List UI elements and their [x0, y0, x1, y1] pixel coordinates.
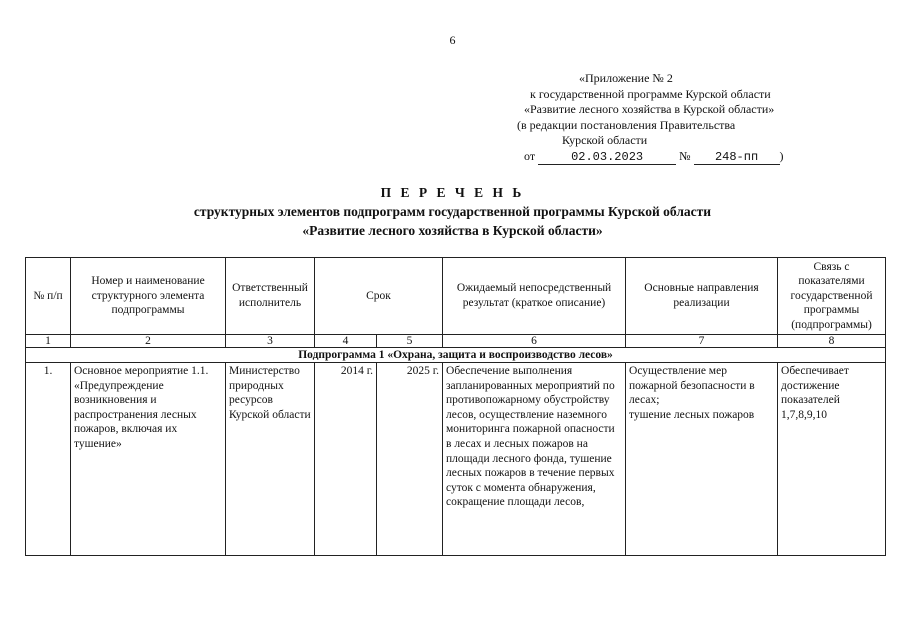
row-start: 2014 г. [315, 363, 377, 556]
header-result: Ожидаемый непосредственный результат (краткое описание) [443, 258, 626, 335]
title-heading: П Е Р Е Ч Е Н Ь [380, 185, 525, 200]
header-num: № п/п [26, 258, 71, 335]
column-number: 3 [226, 335, 315, 348]
appendix-line: «Приложение № 2 [579, 71, 673, 85]
row-name: Основное мероприятие 1.1. «Предупреждение возникновения и распространения лесных пожаров, включая их тушение» [71, 363, 226, 556]
row-directions [626, 363, 778, 556]
direction-item: тушение лесных пожаров [629, 408, 755, 421]
column-number: 8 [778, 335, 886, 348]
subprogram-row [26, 348, 886, 363]
decree-date: 02.03.2023 [538, 151, 676, 165]
header-directions: Основные направления реализации [626, 258, 778, 335]
decree-number: 248-пп [694, 151, 780, 165]
column-number: 7 [626, 335, 778, 348]
structure-elements-table [25, 257, 886, 556]
row-result: Обеспечение выполнения запланированных мероприятий по противопожарному обустройству лесов, осуществление наземного мониторинга пожарной опасности в лесах и лесных пожаров на площади лесного фонда, тушение лесных пожаров в течение первых суток с момента обнаружения, сокращение площади лесов, [443, 363, 626, 556]
column-number: 4 [315, 335, 377, 348]
number-label: № [679, 148, 691, 163]
appendix-block [510, 71, 830, 165]
appendix-line: Курской области [562, 133, 648, 148]
header-name: Номер и наименование структурного элемента подпрограммы [71, 258, 226, 335]
closing-paren: ) [779, 148, 784, 163]
from-label: от [524, 148, 536, 163]
title-line: структурных элементов подпрограмм государственной программы Курской области [193, 204, 712, 219]
direction-item: Осуществление мер пожарной безопасности в лесах; [629, 365, 755, 407]
subprogram-title: Подпрограмма 1 «Охрана, защита и воспроизводство лесов» [26, 348, 886, 363]
header-term: Срок [315, 258, 443, 335]
page-number: 6 [449, 33, 456, 47]
row-num: 1. [26, 363, 71, 556]
appendix-line: (в редакции постановления Правительства [517, 117, 736, 132]
header-executor: Ответственный исполнитель [226, 258, 315, 335]
title-line: «Развитие лесного хозяйства в Курской области» [302, 223, 603, 238]
table-row [26, 363, 886, 556]
header-link: Связь с показателями государственной программы (подпрограммы) [778, 258, 886, 335]
column-number: 2 [71, 335, 226, 348]
row-link: Обеспечивает достижение показателей 1,7,8,9,10 [778, 363, 886, 556]
column-number: 5 [377, 335, 443, 348]
appendix-line: к государственной программе Курской области [530, 86, 771, 101]
appendix-line: «Развитие лесного хозяйства в Курской области» [524, 102, 775, 117]
column-number-row [26, 335, 886, 348]
document-title [0, 184, 905, 240]
column-number: 6 [443, 335, 626, 348]
appendix-date-line [510, 149, 830, 165]
row-executor: Министерство природных ресурсов Курской области [226, 363, 315, 556]
table-header-row [26, 258, 886, 335]
row-end: 2025 г. [377, 363, 443, 556]
column-number: 1 [26, 335, 71, 348]
